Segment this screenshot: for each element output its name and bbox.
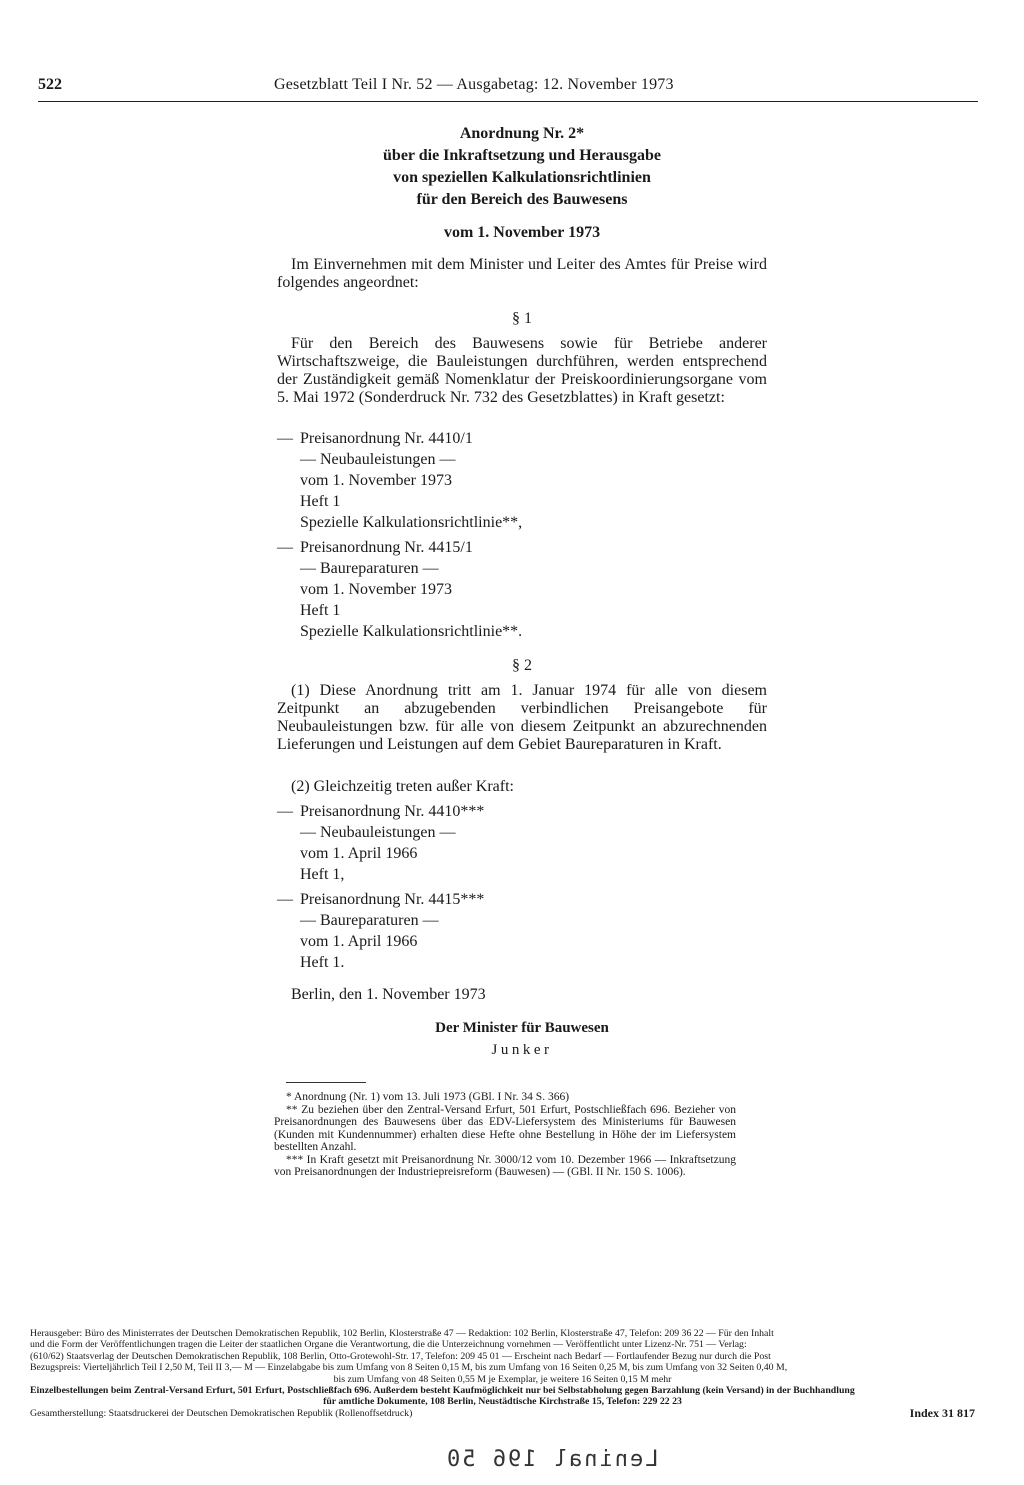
intro-paragraph: Im Einvernehmen mit dem Minister und Leiter des Amtes für Preise wird folgendes angeordnet: [277, 256, 767, 291]
item-line: vom 1. April 1966 [300, 845, 418, 862]
item-line: Spezielle Kalkulationsrichtlinie**, [300, 514, 523, 531]
section-mark: § 2 [512, 657, 532, 674]
item-line: — Baureparaturen — [300, 560, 439, 577]
signature-name: Junker [491, 1042, 553, 1058]
printer-text: Gesamtherstellung: Staatsdruckerei der Deutschen Demokratischen Republik (Rollenoffsetdruck) [30, 1407, 413, 1419]
footnote: ** Zu beziehen über den Zentral-Versand Erfurt, 501 Erfurt, Postschließfach 696. Bezieher von Preisanordnungen des Bauwesens über das EDV-Liefersystem des Ministeriums für Bauwesen (Kunden mit Kundennummer) erhalten diese Hefte ohne Bestellung in Höhe der im Liefersystem bestellten Anzahl. [274, 1103, 736, 1153]
item-line: Heft 1, [300, 866, 345, 883]
item-line: — Baureparaturen — [300, 912, 439, 929]
footnote: *** In Kraft gesetzt mit Preisanordnung Nr. 3000/12 vom 10. Dezember 1966 — Inkraftsetzung von Preisanordnungen der Industriepreisreform (Bauwesen) — (GBl. II Nr. 150 S. 1006). [274, 1153, 736, 1178]
item-line: vom 1. April 1966 [300, 933, 418, 950]
impressum-line: bis zum Umfang von 48 Seiten 0,55 M je Exemplar, je weitere 16 Seiten 0,15 M mehr [333, 1373, 672, 1385]
place-and-date: Berlin, den 1. November 1973 [291, 986, 486, 1003]
list-dash: — [277, 430, 293, 447]
item-line: Heft 1 [300, 602, 341, 619]
ordinance-title [277, 123, 767, 211]
impressum [30, 1328, 975, 1419]
index-number: Index 31 817 [909, 1407, 975, 1420]
item-line: Heft 1 [300, 493, 341, 510]
title-line: für den Bereich des Bauwesens [416, 191, 628, 208]
ordinance-date: vom 1. November 1973 [443, 224, 601, 241]
title-line: von speziellen Kalkulationsrichtlinien [393, 169, 651, 186]
item-line: Preisanordnung Nr. 4415*** [300, 891, 485, 908]
item-line: vom 1. November 1973 [300, 581, 452, 598]
section-mark: § 1 [512, 310, 532, 327]
footnote-rule [286, 1082, 366, 1083]
section-2-para-2: (2) Gleichzeitig treten außer Kraft: [291, 778, 514, 795]
signature-title: Der Minister für Bauwesen [435, 1020, 609, 1036]
impressum-line: und die Form der Veröffentlichungen tragen die Leiter der staatlichen Organe die Verantwortung, die die Unterzeichnung vornehmen — Veröffentlicht unter Lizenz-Nr. 751 — Verlag: [30, 1339, 747, 1351]
footnotes [274, 1091, 736, 1179]
impressum-order-line: Einzelbestellungen beim Zentral-Versand Erfurt, 501 Erfurt, Postschließfach 696. Außerdem besteht Kaufmöglichkeit nur bei Selbstabholung gegen Barzahlung (kein Versand) in der Buchhandlung [30, 1385, 855, 1397]
section-2-para-1: (1) Diese Anordnung tritt am 1. Januar 1974 für alle von diesem Zeitpunkt an abzugebenden verbindlichen Preisangebote für Neubauleistungen bzw. für alle von diesem Zeitpunkt an abzurechnenden Lieferungen und Leistungen auf dem Gebiet Baureparaturen in Kraft. [277, 682, 767, 753]
impressum-line: Herausgeber: Büro des Ministerrates der Deutschen Demokratischen Republik, 102 Berlin, Klosterstraße 47 — Redaktion: 102 Berlin, Klosterstraße 47, Telefon: 209 36 22 — Für den Inhalt [30, 1328, 774, 1339]
impressum-line: Bezugspreis: Vierteljährlich Teil I 2,50 M, Teil II 3,— M — Einzelabgabe bis zum Umfang von 8 Seiten 0,15 M, bis zum Umfang von 16 Seiten 0,25 M, bis zum Umfang von 32 Seiten 0,40 M, [30, 1362, 788, 1374]
item-line: Preisanordnung Nr. 4410/1 [300, 430, 473, 447]
list-dash: — [277, 803, 293, 820]
page-number: 522 [38, 76, 62, 93]
item-line: Spezielle Kalkulationsrichtlinie**. [300, 623, 523, 640]
title-line: über die Inkraftsetzung und Herausgabe [383, 147, 661, 164]
list-dash: — [277, 539, 293, 556]
item-line: — Neubauleistungen — [300, 451, 456, 468]
item-line: Preisanordnung Nr. 4415/1 [300, 539, 473, 556]
impressum-printer-line [30, 1408, 975, 1419]
item-line: vom 1. November 1973 [300, 472, 452, 489]
item-line: — Neubauleistungen — [300, 824, 456, 841]
section-1-text: Für den Bereich des Bauwesens sowie für Betriebe anderer Wirtschaftszweige, die Bauleistungen durchführen, werden entsprechend der Zuständigkeit gemäß Nomenklatur der Preiskoordinierungsorgane vom 5. Mai 1972 (Sonderdruck Nr. 732 des Gesetzblattes) in Kraft gesetzt: [277, 335, 767, 406]
impressum-line: (610/62) Staatsverlag der Deutschen Demokratischen Republik, 108 Berlin, Otto-Grotewohl-Str. 17, Telefon: 209 45 01 — Erscheint nach Bedarf — Fortlaufender Bezug nur durch die Post [30, 1350, 771, 1362]
library-stamp: Leninal 196 50 [445, 1447, 659, 1472]
list-dash: — [277, 891, 293, 908]
gazette-header-title: Gesetzblatt Teil I Nr. 52 — Ausgabetag: 12. November 1973 [274, 76, 674, 93]
impressum-order-line: für amtliche Dokumente, 108 Berlin, Neustädtische Kirchstraße 15, Telefon: 229 22 23 [323, 1396, 682, 1408]
footnote: * Anordnung (Nr. 1) vom 13. Juli 1973 (GBl. I Nr. 34 S. 366) [286, 1091, 570, 1103]
item-line: Heft 1. [300, 954, 345, 971]
item-line: Preisanordnung Nr. 4410*** [300, 803, 485, 820]
title-line: Anordnung Nr. 2* [459, 125, 585, 142]
header-rule [38, 101, 978, 102]
